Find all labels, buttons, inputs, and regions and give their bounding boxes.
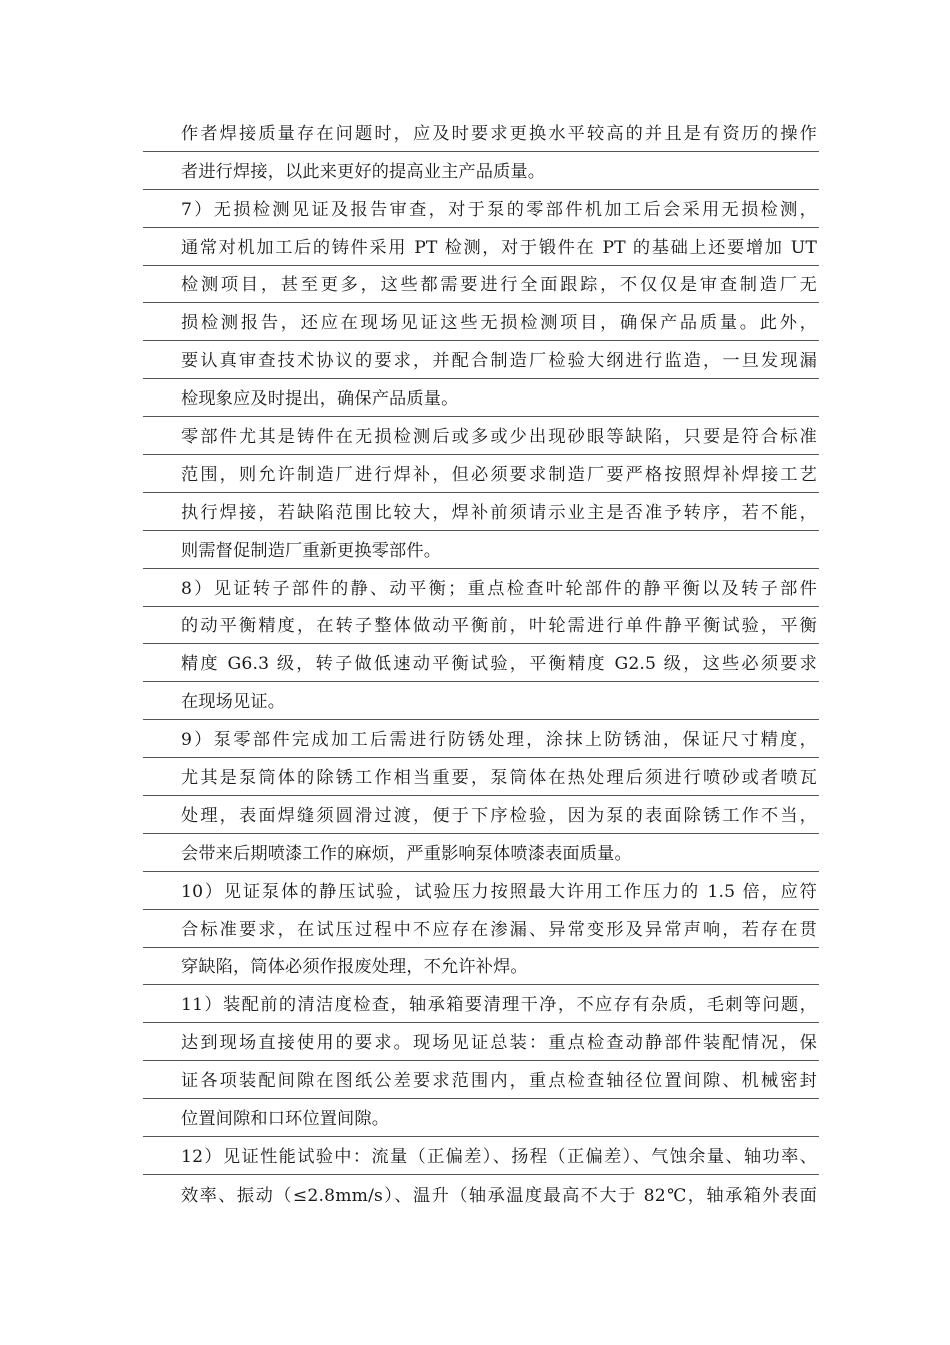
text-line [143,152,819,190]
text-line [143,417,819,455]
text-line [143,569,819,607]
text-line [143,796,819,834]
line-text: 者进行焊接，以此来更好的提高业主产品质量。 [181,161,546,182]
line-text: 范围，则允许制造厂进行焊补，但必须要求制造厂要严格按照焊补焊接工艺 [181,464,817,485]
text-line [143,1175,819,1213]
text-line [143,455,819,493]
text-line [143,1061,819,1099]
text-line [143,379,819,417]
text-line [143,1099,819,1137]
text-line [143,1023,819,1061]
text-line [143,948,819,986]
line-text: 12）见证性能试验中：流量（正偏差）、扬程（正偏差）、气蚀余量、轴功率、 [181,1146,817,1167]
line-text: 要认真审查技术协议的要求，并配合制造厂检验大纲进行监造，一旦发现漏 [181,351,817,372]
line-text: 10）见证泵体的静压试验，试验压力按照最大许用工作压力的 1.5 倍，应符 [181,881,817,902]
line-text: 通常对机加工后的铸件采用 PT 检测，对于锻件在 PT 的基础上还要增加 UT [181,237,817,258]
line-text: 会带来后期喷漆工作的麻烦，严重影响泵体喷漆表面质量。 [181,843,632,864]
line-text: 损检测报告，还应在现场见证这些无损检测项目，确保产品质量。此外， [181,313,817,334]
line-text: 尤其是泵筒体的除锈工作相当重要，泵筒体在热处理后须进行喷砂或者喷瓦 [181,768,817,789]
line-text: 证各项装配间隙在图纸公差要求范围内，重点检查轴径位置间隙、机械密封 [181,1071,817,1092]
text-line [143,720,819,758]
text-line [143,266,819,304]
line-text: 检测项目，甚至更多，这些都需要进行全面跟踪，不仅仅是审查制造厂无 [181,275,817,296]
line-text: 检现象应及时提出，确保产品质量。 [181,389,459,410]
text-line [143,228,819,266]
line-text: 穿缺陷，筒体必须作报废处理，不允许补焊。 [181,957,528,978]
text-line [143,758,819,796]
line-text: 精度 G6.3 级，转子做低速动平衡试验，平衡精度 G2.5 级，这些必须要求 [181,654,817,675]
line-text: 处理，表面焊缝须圆滑过渡，便于下序检验，因为泵的表面除锈工作不当， [181,805,817,826]
line-text: 合标准要求，在试压过程中不应存在渗漏、异常变形及异常声响，若存在贯 [181,919,817,940]
line-text: 7）无损检测见证及报告审查，对于泵的零部件机加工后会采用无损检测， [181,199,817,220]
text-line [143,1137,819,1175]
text-line [143,834,819,872]
text-line [143,303,819,341]
line-text: 8）见证转子部件的静、动平衡；重点检查叶轮部件的静平衡以及转子部件 [181,578,817,599]
ruled-text-block [143,114,819,1213]
text-line [143,682,819,720]
line-text: 达到现场直接使用的要求。现场见证总装：重点检查动静部件装配情况，保 [181,1033,817,1054]
text-line [143,531,819,569]
text-line [143,910,819,948]
text-line [143,190,819,228]
text-line [143,872,819,910]
line-text: 位置间隙和口环位置间隙。 [181,1109,390,1130]
line-text: 执行焊接，若缺陷范围比较大，焊补前须请示业主是否准予转序，若不能， [181,502,817,523]
text-line [143,493,819,531]
line-text: 9）泵零部件完成加工后需进行防锈处理，涂抹上防锈油，保证尺寸精度， [181,730,817,751]
line-text: 则需督促制造厂重新更换零部件。 [181,540,442,561]
line-text: 效率、振动（≤2.8mm/s）、温升（轴承温度最高不大于 82℃，轴承箱外表面 [181,1185,817,1206]
text-line [143,607,819,645]
text-line [143,644,819,682]
text-line [143,985,819,1023]
line-text: 的动平衡精度，在转子整体做动平衡前，叶轮需进行单件静平衡试验，平衡 [181,616,817,637]
text-line [143,341,819,379]
line-text: 在现场见证。 [181,692,286,713]
line-text: 作者焊接质量存在问题时，应及时要求更换水平较高的并且是有资历的操作 [181,123,817,144]
line-text: 零部件尤其是铸件在无损检测后或多或少出现砂眼等缺陷，只要是符合标准 [181,427,817,448]
line-text: 11）装配前的清洁度检查，轴承箱要清理干净，不应存有杂质，毛刺等问题， [181,995,817,1016]
text-line [143,114,819,152]
